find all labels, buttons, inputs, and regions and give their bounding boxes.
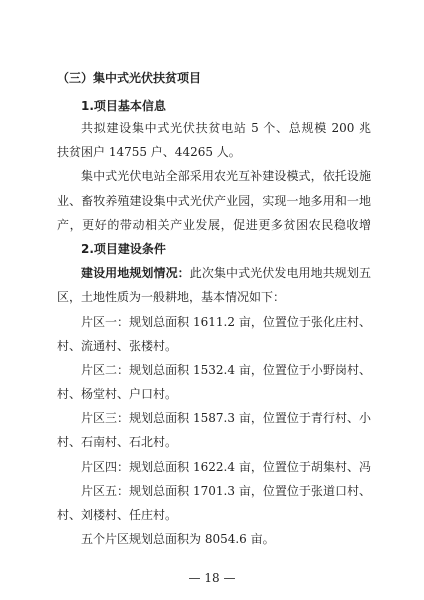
paragraph-1-line-2: 扶贫困户 14755 户、44265 人。 xyxy=(57,145,241,160)
paragraph-2-line-2: 业、畜牧养殖建设集中式光伏产业园，实现一地多用和一地 xyxy=(57,193,371,208)
total-area-line: 五个片区规划总面积为 8054.6 亩。 xyxy=(81,532,275,547)
paragraph-1-line-1: 共拟建设集中式光伏扶贫电站 5 个、总规模 200 兆 xyxy=(81,121,371,135)
zone-1-line-2: 村、流通村、张楼村。 xyxy=(57,338,178,353)
body-text xyxy=(57,116,371,551)
zone-5-line-2: 村、刘楼村、任庄村。 xyxy=(57,508,178,522)
zone-2-line-2: 村、杨堂村、户口村。 xyxy=(57,387,178,402)
zone-1-line-1: 片区一：规划总面积 1611.2 亩，位置位于张化庄村、 xyxy=(81,314,371,329)
zone-3-line-1: 片区三：规划总面积 1587.3 亩，位置位于青行村、小 xyxy=(81,411,371,426)
zone-3-line-2: 村、石南村、石北村。 xyxy=(57,435,178,450)
zone-4-line-1: 片区四：规划总面积 1622.4 亩，位置位于胡集村、冯 xyxy=(81,459,371,474)
zone-2-line-1: 片区二：规划总面积 1532.4 亩，位置位于小野岗村、 xyxy=(81,362,371,377)
page-number: — 18 — xyxy=(188,571,236,585)
zone-5-line-1: 片区五：规划总面积 1701.3 亩，位置位于张道口村、 xyxy=(81,483,371,498)
land-use-line-2: 区，土地性质为一般耕地，基本情况如下： xyxy=(57,290,286,305)
land-use-label: 建设用地规划情况： xyxy=(81,266,190,281)
land-use-text: 此次集中式光伏发电用地共规划五 xyxy=(189,266,371,281)
paragraph-2-line-1: 集中式光伏电站全部采用农光互补建设模式，依托设施 xyxy=(81,169,371,184)
conditions-heading: 2.项目建设条件 xyxy=(81,241,166,256)
land-use-line-1 xyxy=(57,261,371,285)
paragraph-2-line-3: 产，更好的带动相关产业发展，促进更多贫困农民稳收增 xyxy=(57,217,371,232)
section-heading: （三）集中式光伏扶贫项目 xyxy=(57,71,202,85)
basic-info-heading: 1.项目基本信息 xyxy=(81,99,166,113)
